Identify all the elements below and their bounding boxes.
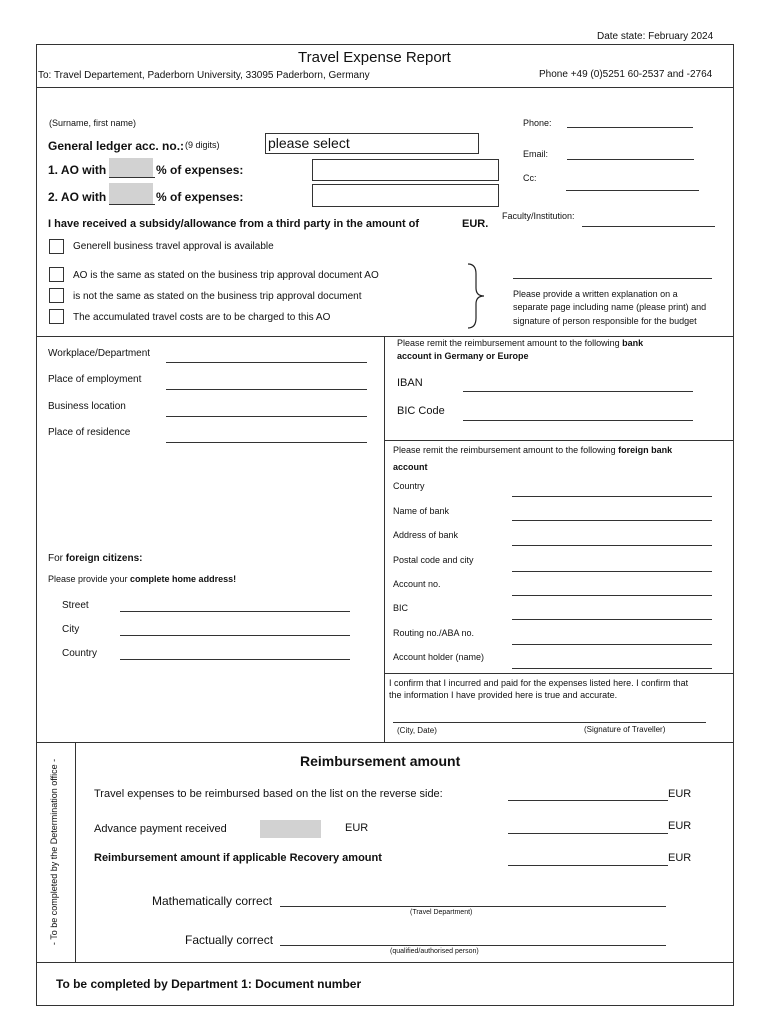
bank-name-field[interactable]: [512, 520, 712, 521]
routing-field[interactable]: [512, 644, 712, 645]
divider: [384, 440, 734, 441]
subsidy-eur: EUR.: [462, 218, 489, 230]
math-correct-sub: (Travel Department): [410, 909, 473, 916]
account-holder-label: Account holder (name): [393, 652, 485, 662]
confirm-line-1: I confirm that I incurred and paid for the expenses listed here. I confirm that: [389, 678, 689, 688]
residence-label: Place of residence: [48, 427, 131, 438]
accumulated-label: The accumulated travel costs are to be charged to this AO: [73, 312, 331, 323]
form-title: Travel Expense Report: [298, 49, 451, 66]
residence-field[interactable]: [166, 442, 367, 443]
ao1-prefix: 1. AO with: [48, 163, 107, 177]
explanation-line-2: separate page including name (please print) and: [513, 302, 707, 312]
explanation-line-3: signature of person responsible for the budget: [513, 316, 697, 326]
ao2-input[interactable]: [312, 184, 499, 207]
department-phone: Phone +49 (0)5251 60-2537 and -2764: [539, 69, 713, 80]
explanation-field[interactable]: [513, 278, 712, 279]
business-location-label: Business location: [48, 401, 126, 412]
divider: [36, 336, 734, 337]
fact-correct-sub: (qualified/authorised person): [390, 948, 479, 955]
accumulated-checkbox[interactable]: [49, 309, 64, 324]
date-state: Date state: February 2024: [597, 31, 714, 42]
workplace-field[interactable]: [166, 362, 367, 363]
bank-remit-line-1: Please remit the reimbursement amount to the following bank: [397, 338, 644, 348]
advance-input[interactable]: [260, 820, 321, 838]
account-holder-field[interactable]: [512, 668, 712, 669]
ao1-suffix: % of expenses:: [156, 163, 244, 177]
gl-select[interactable]: [265, 133, 479, 154]
city-date-label: (City, Date): [397, 726, 437, 735]
bic-code-field[interactable]: [463, 420, 693, 421]
bank-address-label: Address of bank: [393, 530, 459, 540]
divider: [384, 673, 734, 674]
document-number-label: To be completed by Department 1: Document number: [56, 977, 362, 991]
bank-address-field[interactable]: [512, 545, 712, 546]
ao2-prefix: 2. AO with: [48, 190, 107, 204]
surname-label: (Surname, first name): [49, 118, 137, 128]
faculty-field[interactable]: [582, 226, 715, 227]
divider: [36, 87, 734, 88]
workplace-label: Workplace/Department: [48, 348, 151, 359]
foreign-remit-line-2: account: [393, 462, 428, 472]
bic-label: BIC: [393, 603, 409, 613]
approval-checkbox[interactable]: [49, 239, 64, 254]
right-brace-icon: [464, 262, 488, 330]
advance-total-field[interactable]: [508, 833, 668, 834]
country-label: Country: [62, 648, 98, 659]
recipient-address: To: Travel Departement, Paderborn University, 33095 Paderborn, Germany: [38, 70, 370, 81]
signature-label: (Signature of Traveller): [584, 725, 666, 734]
reimbursement-heading: Reimbursement amount: [300, 753, 461, 769]
foreign-remit-line-1: Please remit the reimbursement amount to the following foreign bank: [393, 445, 673, 455]
routing-label: Routing no./ABA no.: [393, 628, 475, 638]
ao-not-same-checkbox[interactable]: [49, 288, 64, 303]
bank-remit-line-2: account in Germany or Europe: [397, 351, 529, 361]
math-correct-label: Mathematically correct: [152, 894, 273, 908]
ao2-percent-input[interactable]: [109, 183, 153, 204]
street-field[interactable]: [120, 611, 350, 612]
bic-code-label: BIC Code: [397, 405, 445, 417]
home-address-label: Please provide your complete home address!: [48, 574, 237, 584]
divider: [36, 962, 734, 963]
travel-expenses-eur: EUR: [668, 788, 692, 800]
postal-code-label: Postal code and city: [393, 555, 474, 565]
phone-field[interactable]: [567, 127, 693, 128]
recovery-label: Reimbursement amount if applicable Recovery amount: [94, 852, 382, 864]
account-no-label: Account no.: [393, 579, 441, 589]
ao-same-checkbox[interactable]: [49, 267, 64, 282]
employment-field[interactable]: [166, 389, 367, 390]
determination-office-label: - To be completed by the Determination office -: [49, 758, 59, 946]
travel-expenses-label: Travel expenses to be reimbursed based on the list on the reverse side:: [94, 788, 443, 800]
gl-select-value: please select: [268, 135, 350, 151]
gl-label: General ledger acc. no.:: [48, 139, 185, 153]
postal-code-field[interactable]: [512, 571, 712, 572]
country-field[interactable]: [120, 659, 350, 660]
foreign-country-field[interactable]: [512, 496, 712, 497]
fact-correct-field[interactable]: [280, 945, 666, 946]
phone-label: Phone:: [523, 118, 552, 128]
email-field[interactable]: [567, 159, 694, 160]
employment-label: Place of employment: [48, 374, 142, 385]
bank-name-label: Name of bank: [393, 506, 450, 516]
math-correct-field[interactable]: [280, 906, 666, 907]
foreign-citizens-label: For foreign citizens:: [48, 553, 143, 564]
divider: [36, 742, 734, 743]
advance-label: Advance payment received: [94, 823, 227, 835]
iban-field[interactable]: [463, 391, 693, 392]
gl-hint: (9 digits): [185, 140, 220, 150]
bic-field[interactable]: [512, 619, 712, 620]
approval-label: Generell business travel approval is available: [73, 241, 274, 252]
side-column-divider: [75, 742, 76, 962]
city-label: City: [62, 624, 80, 635]
recovery-field[interactable]: [508, 865, 668, 866]
advance-total-eur: EUR: [668, 820, 692, 832]
fact-correct-label: Factually correct: [185, 933, 274, 947]
advance-eur: EUR: [345, 822, 369, 834]
cc-field[interactable]: [566, 190, 699, 191]
ao-same-label: AO is the same as stated on the business trip approval document AO: [73, 270, 379, 281]
cc-label: Cc:: [523, 173, 537, 183]
column-divider: [384, 336, 385, 742]
street-label: Street: [62, 600, 89, 611]
recovery-eur: EUR: [668, 852, 692, 864]
travel-expenses-field[interactable]: [508, 800, 668, 801]
account-no-field[interactable]: [512, 595, 712, 596]
iban-label: IBAN: [397, 377, 423, 389]
ao2-suffix: % of expenses:: [156, 190, 244, 204]
explanation-line-1: Please provide a written explanation on a: [513, 289, 678, 299]
confirm-line-2: the information I have provided here is true and accurate.: [389, 690, 618, 700]
business-location-field[interactable]: [166, 416, 367, 417]
subsidy-label: I have received a subsidy/allowance from a third party in the amount of: [48, 218, 420, 230]
ao-not-same-label: is not the same as stated on the business trip approval document: [73, 291, 362, 302]
ao1-percent-input[interactable]: [109, 158, 153, 177]
signature-field[interactable]: [393, 722, 706, 723]
ao1-input[interactable]: [312, 159, 499, 181]
foreign-country-label: Country: [393, 481, 425, 491]
city-field[interactable]: [120, 635, 350, 636]
faculty-label: Faculty/Institution:: [502, 211, 575, 221]
email-label: Email:: [523, 149, 549, 159]
